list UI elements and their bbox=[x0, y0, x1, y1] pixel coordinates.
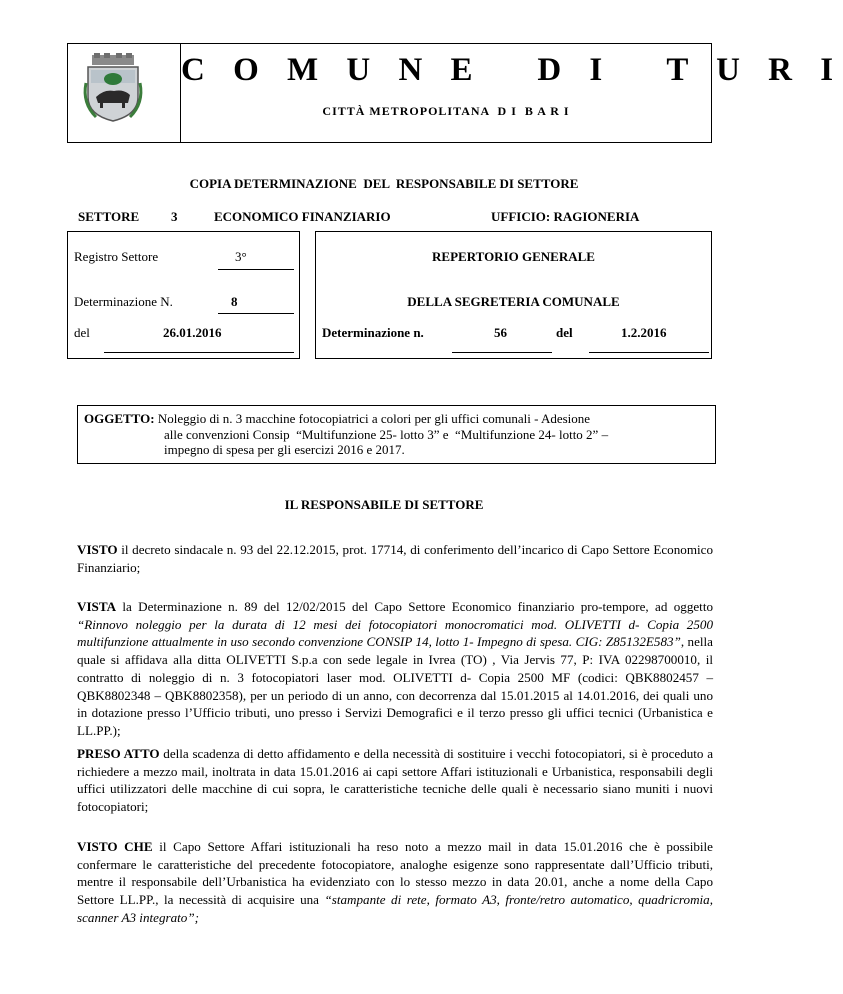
del-label: del bbox=[74, 325, 90, 340]
visto-text: il decreto sindacale n. 93 del 22.12.2015, prot. 17714, di conferimento dell’incarico di Capo Settore Economico Finanziario; bbox=[77, 542, 713, 575]
municipal-crest-icon bbox=[82, 53, 144, 123]
del-value: 26.01.2016 bbox=[163, 325, 222, 340]
repertorio-del-label: del bbox=[556, 325, 573, 340]
ufficio-label: UFFICIO: RAGIONERIA bbox=[491, 209, 640, 224]
settore-number: 3 bbox=[171, 209, 178, 224]
oggetto-box bbox=[77, 405, 716, 464]
visto-che-keyword: VISTO CHE bbox=[77, 839, 153, 854]
repertorio-del-value: 1.2.2016 bbox=[621, 325, 667, 340]
paragraph-preso-atto bbox=[77, 745, 713, 816]
determinazione-underline bbox=[218, 313, 294, 314]
oggetto-line2: alle convenzioni Consip “Multifunzione 25- lotto 3” e “Multifunzione 24- lotto 2” – bbox=[164, 426, 609, 442]
vista-text-1: la Determinazione n. 89 del 12/02/2015 del Capo Settore Economico finanziario pro-tempore, ad oggetto bbox=[116, 599, 713, 614]
determinazione-label: Determinazione N. bbox=[74, 294, 173, 309]
oggetto-label: OGGETTO: bbox=[84, 411, 155, 426]
vista-text-2: , nella quale si affidava alla ditta OLIVETTI S.p.a con sede legale in Ivrea (TO) , Via Jervis 77, P: IVA 02298700010, il contratto di noleggio di n. 3 fotocopiatori laser mod. OLIVETTI d- Copia 2500 MF (codici: QBK8802457 – QBK8802348 – QBK8802358), per un periodo di un anno, con decorrenza dal 15.01.2015 al 14.01.2016, dei quali uno in dotazione presso l’Ufficio tributi, uno presso i Servizi Demografici e il terzo presso gli uffici tecnici (Urbanistica e LL.PP.); bbox=[77, 634, 713, 738]
paragraph-visto bbox=[77, 541, 713, 576]
settore-label: SETTORE bbox=[78, 209, 140, 224]
repertorio-line2: DELLA SEGRETERIA COMUNALE bbox=[407, 294, 620, 309]
oggetto-line3: impegno di spesa per gli esercizi 2016 e 2017. bbox=[164, 442, 405, 457]
registro-settore-label: Registro Settore bbox=[74, 249, 159, 264]
preso-atto-keyword: PRESO ATTO bbox=[77, 746, 160, 761]
repertorio-det-underline bbox=[452, 352, 552, 353]
paragraph-vista bbox=[77, 598, 713, 740]
preso-atto-text: della scadenza di detto affidamento e della necessità di sostituire i vecchi fotocopiatori, si è proceduto a richiedere a mezzo mail, inoltrata in data 15.01.2016 ai capi settore Affari istituzionali e Urbanistica, responsabili degli uffici utilizzatori delle macchine di cui sopra, le caratteristiche tecniche delle quali è necessario siano muniti i nuovi fotocopiatori; bbox=[77, 746, 714, 815]
repertorio-det-value: 56 bbox=[494, 325, 507, 340]
repertorio-del-underline bbox=[589, 352, 709, 353]
oggetto-line1: Noleggio di n. 3 macchine fotocopiatrici a colori per gli uffici comunali - Adesione bbox=[157, 411, 591, 426]
repertorio-line1: REPERTORIO GENERALE bbox=[432, 249, 595, 264]
registro-underline bbox=[218, 269, 294, 270]
visto-che-quote: “stampante di rete, formato A3, fronte/retro automatico, quadricromia, scanner A3 integrato”; bbox=[77, 892, 713, 925]
comune-title: C O M U N E D I T U R I bbox=[181, 52, 843, 88]
registro-settore-value: 3° bbox=[235, 249, 247, 264]
paragraph-visto-che bbox=[77, 838, 713, 927]
determinazione-value: 8 bbox=[231, 294, 238, 309]
vista-subject-quote: “Rinnovo noleggio per la durata di 12 mesi dei fotocopiatori monocromatici mod. OLIVETTI d- Copia 2500 multifunzione attualmente in uso secondo convenzione CONSIP 14, lotto 1- Impegno di spesa. CIG: Z85132E583” bbox=[77, 616, 713, 650]
settore-name: ECONOMICO FINANZIARIO bbox=[214, 209, 391, 224]
repertorio-det-label: Determinazione n. bbox=[322, 325, 424, 340]
section-title: IL RESPONSABILE DI SETTORE bbox=[284, 497, 484, 512]
citta-metropolitana-subtitle: CITTÀ METROPOLITANA D I B A R I bbox=[322, 104, 570, 118]
vista-keyword: VISTA bbox=[77, 599, 117, 614]
visto-keyword: VISTO bbox=[77, 542, 118, 557]
visto-che-text: il Capo Settore Affari istituzionali ha reso noto a mezzo mail in data 15.01.2016 che è possibile confermare le caratteristiche del precedente fotocopiatore, analoghe esigenze sono rappresentate dall’Ufficio tributi, mentre il responsabile dell’Urbanistica ha evidenziato con lo stesso mezzo in data 20.01, anche a nome della Capo Settore LL.PP., la necessità di acquisire una bbox=[77, 839, 713, 908]
del-underline bbox=[104, 352, 294, 353]
document-title: COPIA DETERMINAZIONE DEL RESPONSABILE DI SETTORE bbox=[189, 176, 579, 191]
